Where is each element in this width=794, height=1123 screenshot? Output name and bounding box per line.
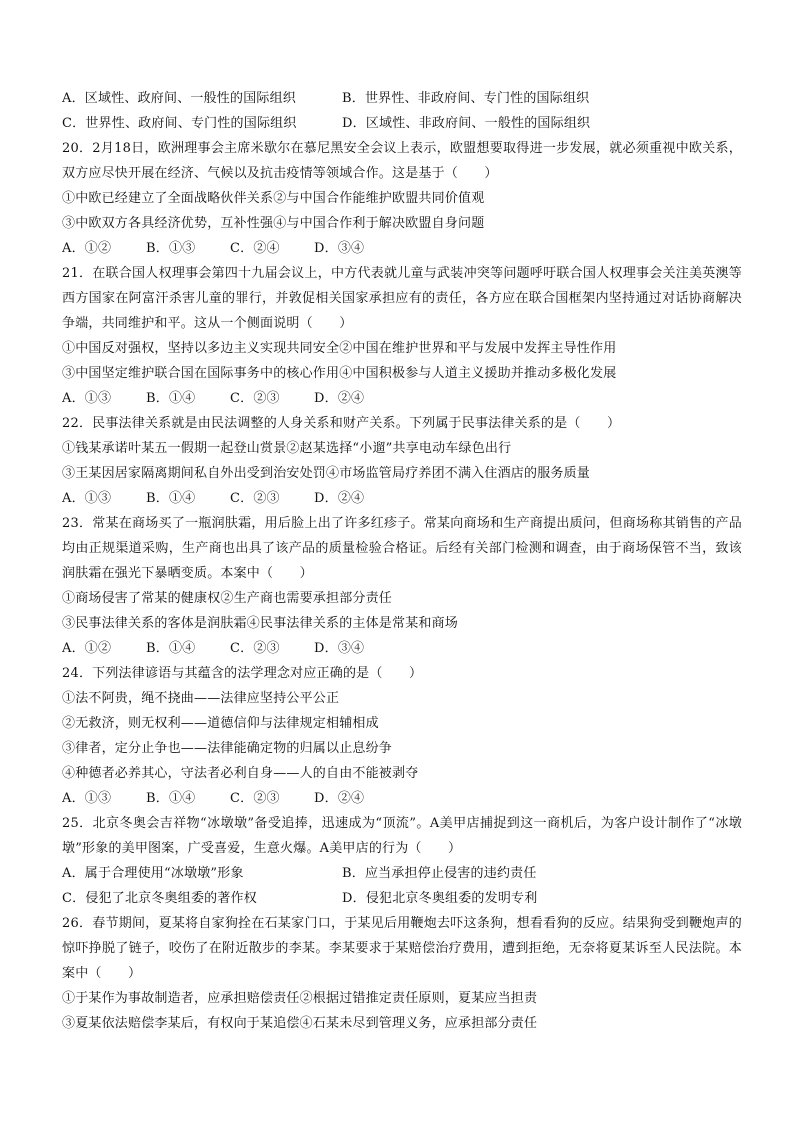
q25-option-d: D．侵犯北京冬奥组委的发明专利 xyxy=(342,891,538,906)
q21-options xyxy=(62,386,742,411)
q19-option-c: C．世界性、政府间、专门性的国际组织 xyxy=(62,116,297,131)
q21-option-b: B．①④ xyxy=(146,391,196,406)
q21-statement-1: ①中国反对强权，坚持以多边主义实现共同安全②中国在维护世界和平与发展中发挥主导性作用 xyxy=(62,341,617,356)
q20-statement-2: ③中欧双方各具经济优势，互补性强④与中国合作利于解决欧盟自身问题 xyxy=(62,216,485,231)
q26-stem: 26．春节期间，夏某将自家狗拴在石某家门口，于某见后用鞭炮去吓这条狗，想看看狗的反应。结果狗受到鞭炮声的惊吓挣脱了链子，咬伤了在附近散步的李某。李某要求于某赔偿治疗费用，遭到拒绝，无奈将夏某诉至人民法院。本案中（ ） xyxy=(62,916,742,981)
exam-page xyxy=(62,86,742,1036)
q21-statement-2: ③中国坚定维护联合国在国际事务中的核心作用④中国积极参与人道主义援助并推动多极化发展 xyxy=(62,366,617,381)
q23-statement-2: ③民事法律关系的客体是润肤霜④民事法律关系的主体是常某和商场 xyxy=(62,616,459,631)
q24-stem: 24．下列法律谚语与其蕴含的法学理念对应正确的是（ ） xyxy=(62,666,423,681)
q22-options xyxy=(62,486,742,511)
q23-option-a: A．①② xyxy=(62,641,112,656)
q22-option-a: A．①③ xyxy=(62,491,112,506)
q24-statement-2: ②无救济，则无权利——道德信仰与法律规定相辅相成 xyxy=(62,716,379,731)
q20-options xyxy=(62,236,742,261)
q26-statement-2: ③夏某依法赔偿李某后，有权向于某追偿④石某未尽到管理义务，应承担部分责任 xyxy=(62,1016,538,1031)
q19-option-a: A．区域性、政府间、一般性的国际组织 xyxy=(62,91,296,106)
q23-statement-1: ①商场侵害了常某的健康权②生产商也需要承担部分责任 xyxy=(62,591,393,606)
q21-option-c: C．②③ xyxy=(230,391,280,406)
q24-option-d: D．②④ xyxy=(314,791,365,806)
q24-statement-3: ③律者，定分止争也——法律能确定物的归属以止息纷争 xyxy=(62,741,393,756)
q24-option-a: A．①③ xyxy=(62,791,112,806)
q22-stem: 22．民事法律关系就是由民法调整的人身关系和财产关系。下列属于民事法律关系的是（ ） xyxy=(62,416,621,431)
q22-option-b: B．①④ xyxy=(146,491,196,506)
q25-options-row-1 xyxy=(62,861,742,886)
q23-option-d: D．③④ xyxy=(314,641,365,656)
q19-options-row-1 xyxy=(62,86,742,111)
q25-option-b: B．应当承担停止侵害的违约责任 xyxy=(342,866,537,881)
q25-option-c: C．侵犯了北京冬奥组委的著作权 xyxy=(62,891,257,906)
q20-stem: 20．2月18日，欧洲理事会主席米歇尔在慕尼黑安全会议上表示，欧盟想要取得进一步发展，就必须重视中欧关系，双方应尽快开展在经济、气候以及抗击疫情等领域合作。这是基于（ ） xyxy=(62,141,742,181)
q20-option-c: C．②④ xyxy=(230,241,280,256)
q26-statement-1: ①于某作为事故制造者，应承担赔偿责任②根据过错推定责任原则，夏某应当担责 xyxy=(62,991,538,1006)
q23-stem: 23．常某在商场买了一瓶润肤霜，用后脸上出了许多红疹子。常某向商场和生产商提出质问，但商场称其销售的产品均由正规渠道采购，生产商也出具了该产品的质量检验合格证。后经有关部门检测和调查，由于商场保管不当，致该润肤霜在强光下暴晒变质。本案中（ ） xyxy=(62,516,742,581)
q23-option-c: C．②③ xyxy=(230,641,280,656)
q23-option-b: B．①④ xyxy=(146,641,196,656)
q22-option-d: D．②④ xyxy=(314,491,365,506)
q24-option-b: B．①④ xyxy=(146,791,196,806)
q20-option-a: A．①② xyxy=(62,241,112,256)
q21-option-a: A．①③ xyxy=(62,391,112,406)
q21-option-d: D．②④ xyxy=(314,391,365,406)
q25-options-row-2 xyxy=(62,886,742,911)
q24-options xyxy=(62,786,742,811)
q24-statement-1: ①法不阿贵，绳不挠曲——法律应坚持公平公正 xyxy=(62,691,340,706)
q20-statement-1: ①中欧已经建立了全面战略伙伴关系②与中国合作能维护欧盟共同价值观 xyxy=(62,191,485,206)
q19-option-d: D．区域性、非政府间、一般性的国际组织 xyxy=(342,116,591,131)
q22-statement-2: ③王某因居家隔离期间私自外出受到治安处罚④市场监管局疗养团不满入住酒店的服务质量 xyxy=(62,466,591,481)
q25-stem: 25．北京冬奥会吉祥物“冰墩墩”备受追捧，迅速成为“顶流”。A美甲店捕捉到这一商机后，为客户设计制作了“冰墩墩”形象的美甲图案，广受喜爱，生意火爆。A美甲店的行为（ ） xyxy=(62,816,742,856)
q19-options-row-2 xyxy=(62,111,742,136)
q20-option-d: D．③④ xyxy=(314,241,365,256)
q19-option-b: B．世界性、非政府间、专门性的国际组织 xyxy=(342,91,590,106)
q25-option-a: A．属于合理使用“冰墩墩”形象 xyxy=(62,866,244,881)
q24-statement-4: ④种德者必养其心，守法者必利自身——人的自由不能被剥夺 xyxy=(62,766,419,781)
q21-stem: 21．在联合国人权理事会第四十九届会议上，中方代表就儿童与武装冲突等问题呼吁联合国人权理事会关注美英澳等西方国家在阿富汗杀害儿童的罪行，并敦促相关国家承担应有的责任，各方应在联合国框架内坚持通过对话协商解决争端，共同维护和平。这从一个侧面说明（ ） xyxy=(62,266,742,331)
q22-option-c: C．②③ xyxy=(230,491,280,506)
q22-statement-1: ①钱某承诺叶某五一假期一起登山赏景②赵某选择“小遛”共享电动车绿色出行 xyxy=(62,441,512,456)
q23-options xyxy=(62,636,742,661)
q24-option-c: C．②③ xyxy=(230,791,280,806)
q20-option-b: B．①③ xyxy=(146,241,196,256)
